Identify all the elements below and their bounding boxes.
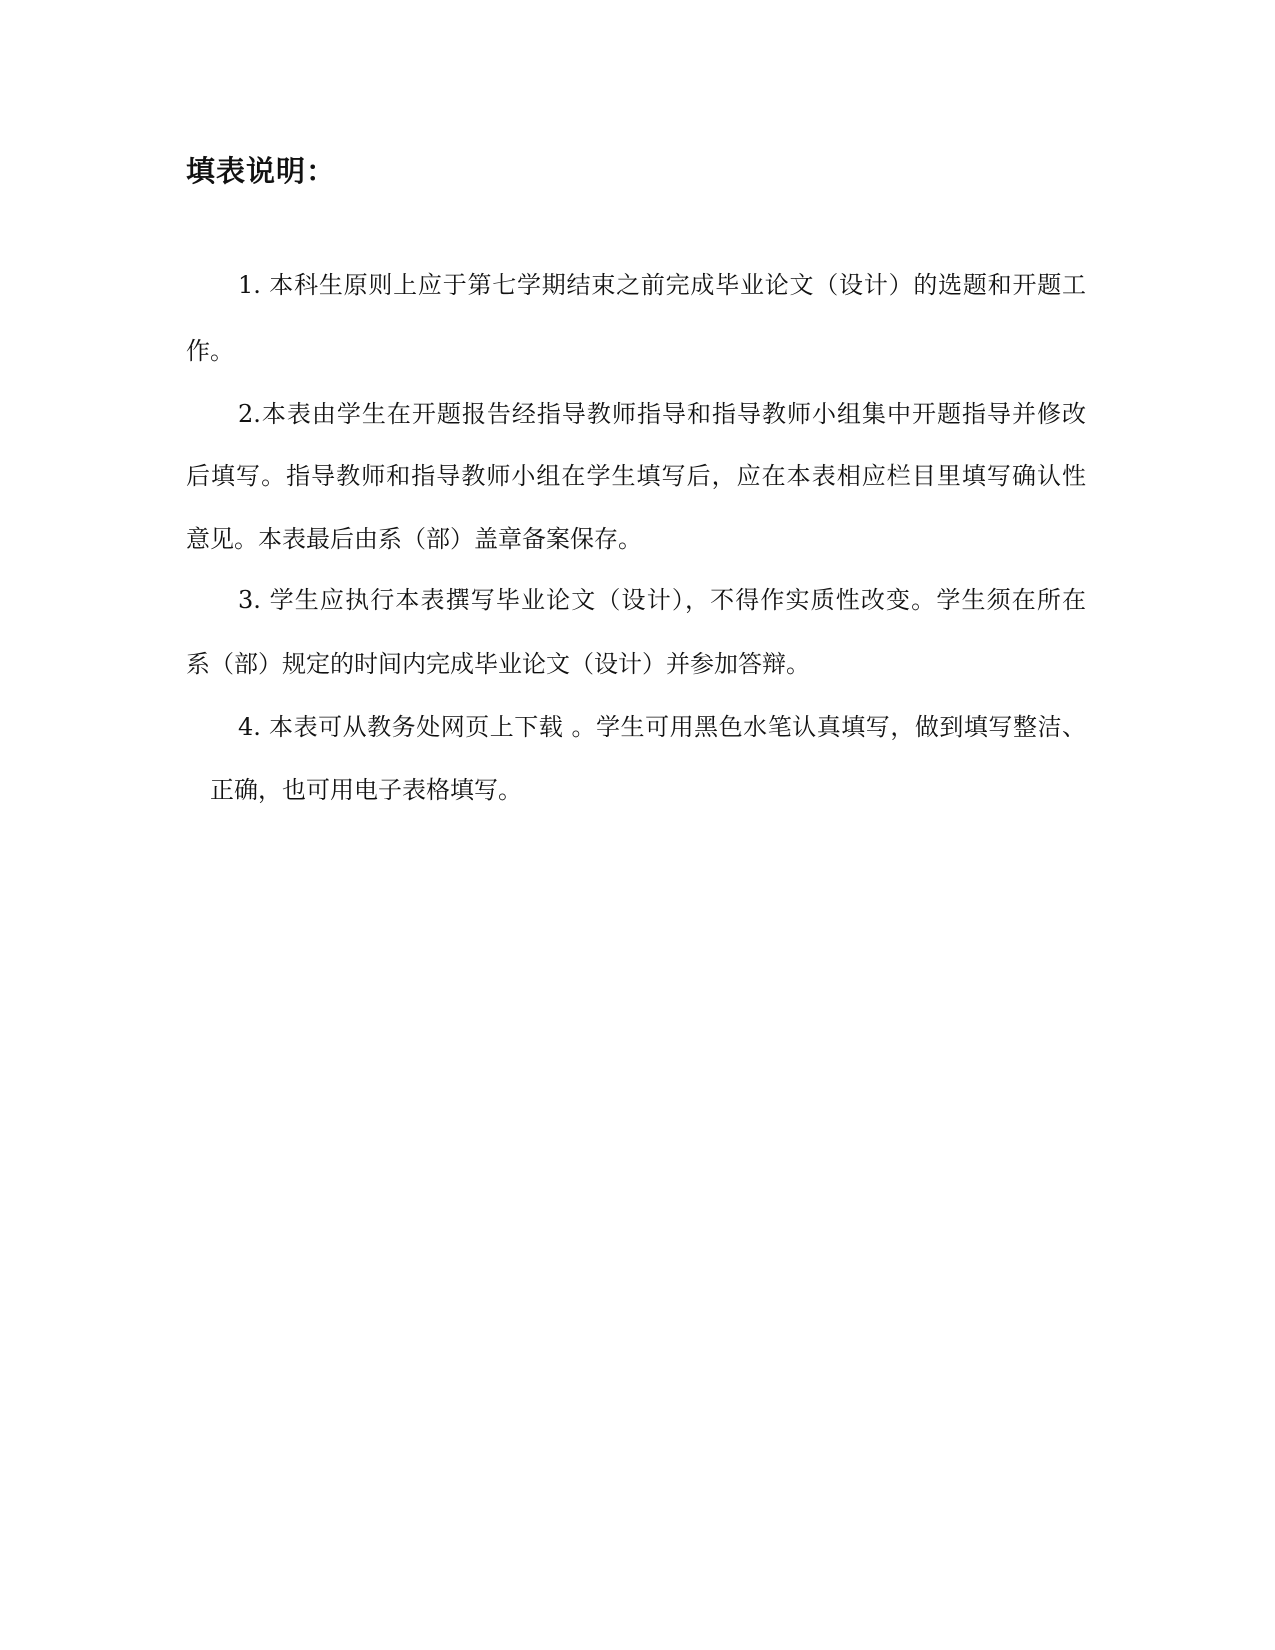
instruction-2-line-3: 意见。本表最后由系（部）盖章备案保存。 <box>186 525 642 553</box>
instruction-2-line-2: 后填写。指导教师和指导教师小组在学生填写后，应在本表相应栏目里填写确认性 <box>186 462 1086 490</box>
instruction-3-line-1: 3. 学生应执行本表撰写毕业论文（设计），不得作实质性改变。学生须在所在 <box>238 586 1086 614</box>
instruction-2-line-1: 2.本表由学生在开题报告经指导教师指导和指导教师小组集中开题指导并修改 <box>238 400 1086 428</box>
instruction-3-line-2: 系（部）规定的时间内完成毕业论文（设计）并参加答辩。 <box>186 650 810 678</box>
instruction-4-line-1: 4. 本表可从教务处网页上下载 。学生可用黑色水笔认真填写，做到填写整洁、 <box>238 713 1086 741</box>
instruction-4-line-2: 正确，也可用电子表格填写。 <box>210 776 522 804</box>
instruction-1-line-1: 1. 本科生原则上应于第七学期结束之前完成毕业论文（设计）的选题和开题工 <box>238 271 1086 299</box>
page-heading: 填表说明： <box>186 154 337 188</box>
instruction-1-line-2: 作。 <box>186 337 234 365</box>
